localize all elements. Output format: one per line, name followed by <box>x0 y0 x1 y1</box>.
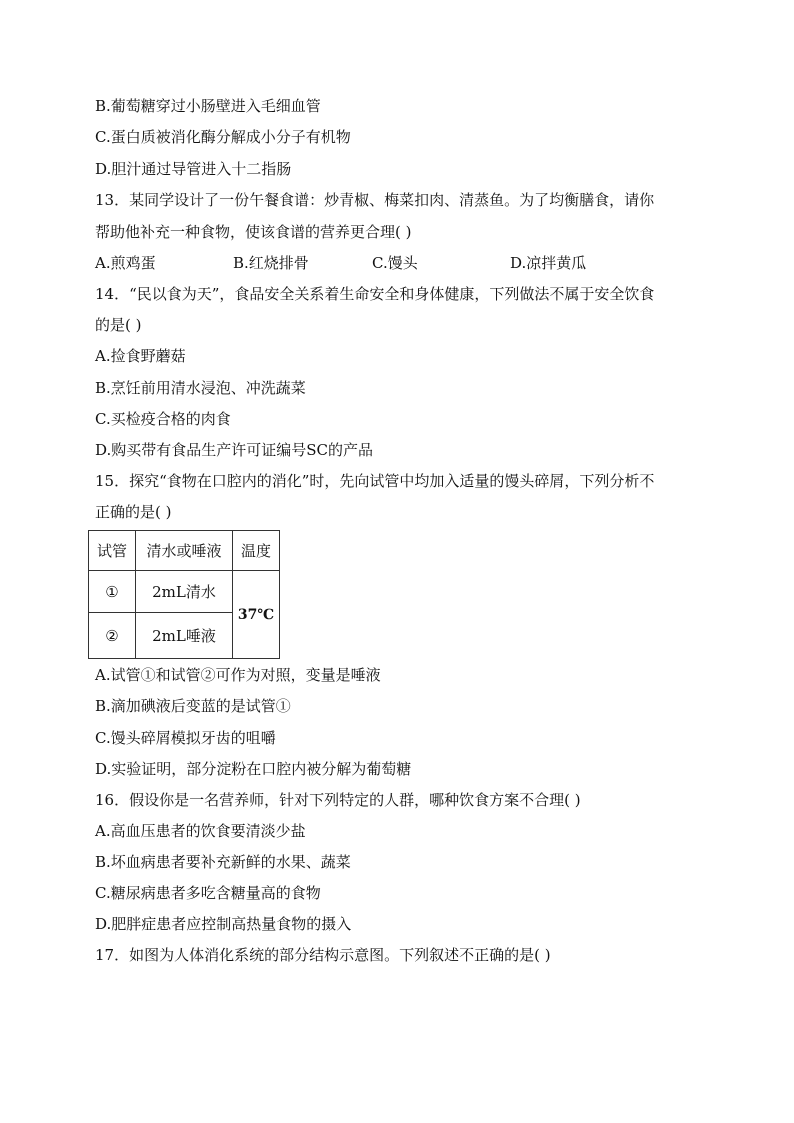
q15-stem-line2: 正确的是( ) <box>95 503 172 521</box>
q13-option-b: B.红烧排骨 <box>233 254 309 272</box>
q13-stem-line1: 13．某同学设计了一份午餐食谱：炒青椒、梅菜扣肉、清蒸鱼。为了均衡膳食，请你 <box>95 191 655 209</box>
q13-option-a: A.煎鸡蛋 <box>95 254 156 272</box>
q14-stem-line2: 的是( ) <box>95 316 142 334</box>
q14-option-d: D.购买带有食品生产许可证编号SC的产品 <box>95 441 374 459</box>
q14-stem-line1: 14．“民以食为天”，食品安全关系着生命安全和身体健康，下列做法不属于安全饮食 <box>95 285 655 303</box>
q13-option-d: D.凉拌黄瓜 <box>510 254 587 272</box>
q12-option-d: D.胆汁通过导管进入十二指肠 <box>95 160 292 178</box>
q12-option-b: B.葡萄糖穿过小肠壁进入毛细血管 <box>95 97 321 115</box>
temperature-cell: 37℃ <box>233 571 280 659</box>
q15-stem-line1: 15．探究“食物在口腔内的消化”时，先向试管中均加入适量的馒头碎屑，下列分析不 <box>95 472 655 490</box>
q15-option-d: D.实验证明，部分淀粉在口腔内被分解为葡萄糖 <box>95 760 412 778</box>
q13-stem-line2: 帮助他补充一种食物，使该食谱的营养更合理( ) <box>95 223 412 241</box>
q15-option-b: B.滴加碘液后变蓝的是试管① <box>95 697 291 715</box>
q15-option-c: C.馒头碎屑模拟牙齿的咀嚼 <box>95 729 276 747</box>
q13-option-c: C.馒头 <box>372 254 418 272</box>
liquid-cell: 2mL唾液 <box>136 613 233 659</box>
q17-stem: 17．如图为人体消化系统的部分结构示意图。下列叙述不正确的是( ) <box>95 946 551 964</box>
q16-option-d: D.肥胖症患者应控制高热量食物的摄入 <box>95 915 352 933</box>
q16-option-a: A.高血压患者的饮食要清淡少盐 <box>95 822 306 840</box>
q14-option-c: C.买检疫合格的肉食 <box>95 410 231 428</box>
liquid-cell: 2mL清水 <box>136 571 233 613</box>
q16-stem: 16．假设你是一名营养师，针对下列特定的人群，哪种饮食方案不合理( ) <box>95 791 581 809</box>
experiment-table <box>88 530 280 659</box>
q16-option-b: B.坏血病患者要补充新鲜的水果、蔬菜 <box>95 853 351 871</box>
table-row <box>89 571 280 613</box>
q14-option-a: A.捡食野蘑菇 <box>95 347 186 365</box>
table-header-cell: 温度 <box>233 531 280 571</box>
tube-number-cell: ② <box>89 613 136 659</box>
table-header-cell: 清水或唾液 <box>136 531 233 571</box>
q16-option-c: C.糖尿病患者多吃含糖量高的食物 <box>95 884 321 902</box>
tube-number-cell: ① <box>89 571 136 613</box>
q13-options <box>95 253 715 273</box>
table-header-row <box>89 531 280 571</box>
q12-option-c: C.蛋白质被消化酶分解成小分子有机物 <box>95 128 351 146</box>
q14-option-b: B.烹饪前用清水浸泡、冲洗蔬菜 <box>95 379 306 397</box>
table-header-cell: 试管 <box>89 531 136 571</box>
q15-option-a: A.试管①和试管②可作为对照，变量是唾液 <box>95 666 381 684</box>
